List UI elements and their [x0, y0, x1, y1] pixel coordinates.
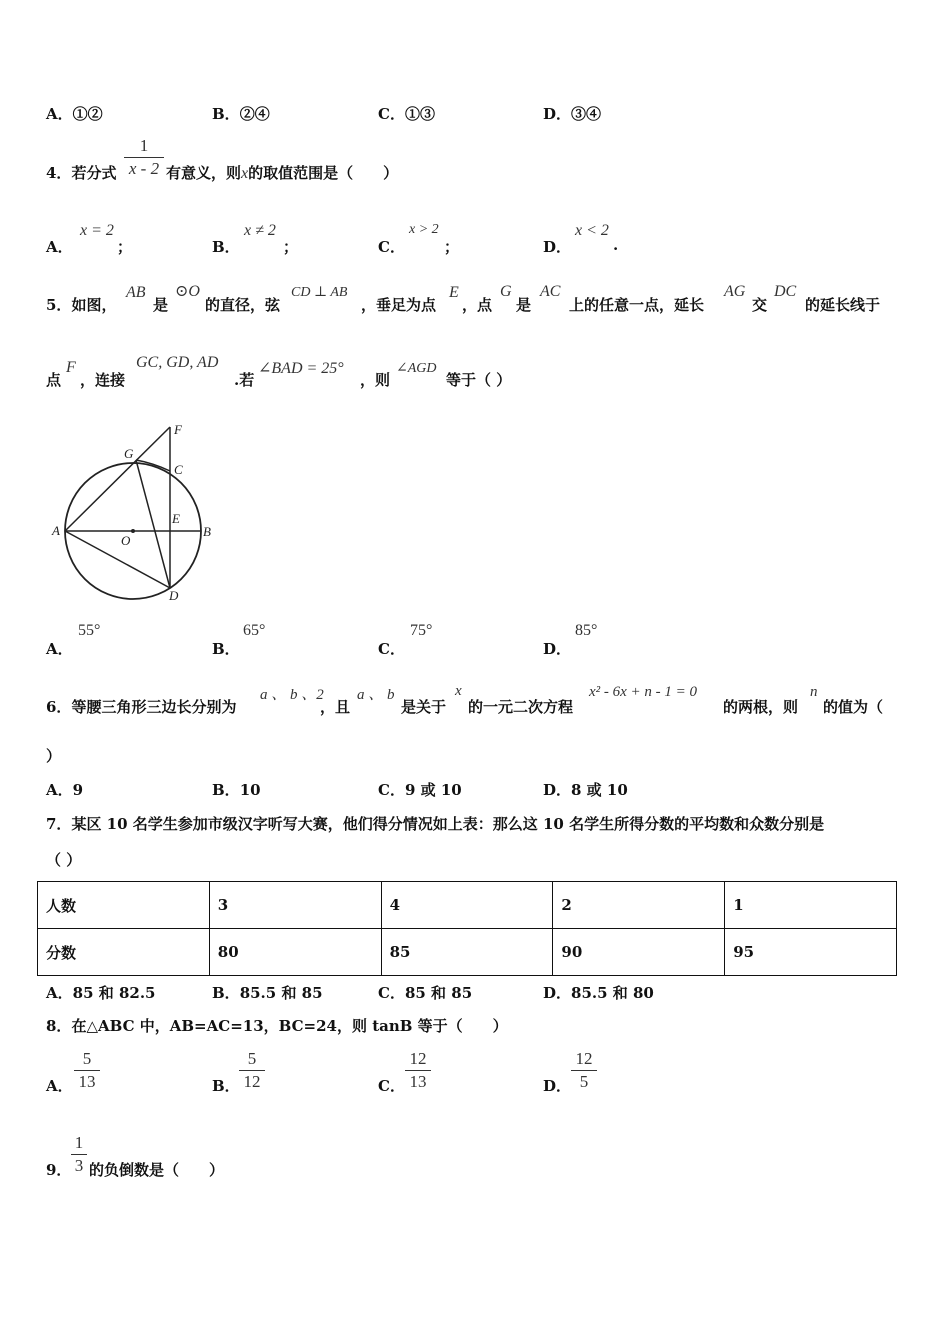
q5-ab: AB	[126, 284, 146, 301]
q5-option-a-value: 55°	[78, 622, 101, 639]
q5-cd-ab: CD ⊥ AB	[291, 285, 348, 300]
q5-l2b: ，连接	[80, 371, 126, 389]
q4-option-a-expr: x = 2	[80, 222, 114, 239]
q7-score-table	[37, 881, 897, 976]
label-c: C	[174, 462, 183, 477]
q6-x: x	[455, 683, 462, 699]
q5-ag: AG	[724, 283, 746, 300]
table-cell: 1	[725, 882, 897, 929]
line-ad	[65, 531, 170, 588]
q8-stem: 8．在△ABC 中，AB=AC=13，BC=24，则 tanB 等于（ ）	[46, 1017, 508, 1035]
table-cell: 人数	[38, 882, 210, 929]
table-row	[38, 929, 897, 976]
q5-e: E	[449, 284, 459, 301]
q6-equation: x² - 6x + n - 1 = 0	[589, 684, 698, 700]
q3-option-c: C．①③	[378, 105, 435, 123]
q6-stem-p7: ）	[46, 747, 62, 765]
q6-option-a: A．9	[46, 781, 84, 799]
q5-lines: GC, GD, AD	[136, 354, 219, 371]
q4-option-a-tail: ；	[117, 238, 133, 256]
q5-option-d-value: 85°	[575, 622, 598, 639]
q4-option-b-expr: x ≠ 2	[244, 222, 276, 239]
line-af	[65, 427, 170, 531]
q7-paren: （ ）	[46, 851, 82, 869]
q5-f: F	[66, 359, 76, 376]
q8-option-d-fraction: 12 5	[571, 1049, 597, 1092]
q5-angle: ∠BAD = 25°	[258, 360, 344, 377]
q8-option-c-fraction: 12 13	[405, 1049, 431, 1092]
q4-option-c-tail: ；	[444, 238, 460, 256]
q5-ac: AC	[540, 283, 561, 300]
q8-option-b-fraction: 5 12	[239, 1049, 265, 1092]
line-gd	[136, 460, 170, 588]
q5-option-a-label: A．	[46, 640, 73, 658]
q6-stem-p1: 6．等腰三角形三边长分别为	[46, 698, 237, 716]
q7-option-a: A．85 和 82.5	[46, 984, 156, 1002]
q5-p3: 的直径，弦	[205, 296, 281, 314]
table-cell: 85	[381, 929, 553, 976]
q4-fraction: 1 x - 2	[124, 136, 164, 179]
q5-p4: ，垂足为点	[361, 296, 437, 314]
q5-option-d-label: D．	[543, 640, 572, 658]
q6-stem-p2: ，且	[320, 698, 351, 716]
q6-stem-p3: 是关于	[401, 698, 447, 716]
q6-option-b: B．10	[212, 781, 261, 799]
q6-stem-p5: 的两根，则	[723, 698, 799, 716]
q5-l2d: ，则	[360, 371, 391, 389]
q5-g: G	[500, 283, 512, 300]
q5-circle-o: ⊙O	[175, 283, 200, 300]
q5-p6: 是	[516, 296, 532, 314]
q8-option-b-label: B．	[212, 1077, 240, 1095]
q4-stem-end: 有意义，则x的取值范围是（ ）	[166, 164, 399, 182]
q3-option-b: B．②④	[212, 105, 270, 123]
label-e: E	[172, 511, 180, 526]
table-cell: 4	[381, 882, 553, 929]
label-f: F	[174, 422, 182, 437]
q6-ab: a 、 b	[357, 687, 395, 703]
q5-dc: DC	[774, 283, 797, 300]
q3-option-a: A．①②	[46, 105, 103, 123]
q6-option-d: D．8 或 10	[543, 781, 628, 799]
q4-stem-start: 4．若分式	[46, 164, 117, 182]
center-point	[131, 529, 135, 533]
q9-number: 9．	[46, 1161, 72, 1179]
table-cell: 3	[209, 882, 381, 929]
q4-option-d-expr: x < 2	[575, 222, 609, 239]
q6-stem-p6: 的值为（	[823, 698, 884, 716]
table-cell: 分数	[38, 929, 210, 976]
q5-option-c-value: 75°	[410, 622, 433, 639]
q9-stem: 的负倒数是（ ）	[89, 1161, 225, 1179]
q4-option-c-label: C．	[378, 238, 405, 256]
table-cell: 2	[553, 882, 725, 929]
q6-sides: a 、 b 、2	[260, 687, 324, 703]
q8-option-a-label: A．	[46, 1077, 73, 1095]
q6-option-c: C．9 或 10	[378, 781, 462, 799]
q5-l2a: 点	[46, 371, 62, 389]
q7-option-b: B．85.5 和 85	[212, 984, 323, 1002]
table-cell: 90	[553, 929, 725, 976]
q6-stem-p4: 的一元二次方程	[468, 698, 574, 716]
q5-option-b-value: 65°	[243, 622, 266, 639]
table-cell: 95	[725, 929, 897, 976]
q5-geometry-figure	[48, 418, 223, 608]
q8-option-c-label: C．	[378, 1077, 405, 1095]
label-d: D	[169, 588, 179, 603]
q3-option-d: D．③④	[543, 105, 602, 123]
q4-option-c-expr: x > 2	[409, 222, 439, 237]
q4-option-d-label: D．	[543, 238, 572, 256]
q4-option-d-tail: .	[613, 236, 619, 254]
table-row	[38, 882, 897, 929]
table-cell: 80	[209, 929, 381, 976]
q8-option-a-fraction: 5 13	[74, 1049, 100, 1092]
q5-agd: ∠AGD	[396, 361, 437, 376]
q5-p9: 的延长线于	[805, 296, 881, 314]
label-g: G	[124, 446, 134, 461]
q5-l2c: .若	[234, 371, 255, 389]
q5-p2: 是	[153, 296, 169, 314]
q8-option-d-label: D．	[543, 1077, 572, 1095]
label-o: O	[121, 533, 131, 548]
q7-option-d: D．85.5 和 80	[543, 984, 654, 1002]
q5-option-b-label: B．	[212, 640, 240, 658]
label-b: B	[203, 524, 211, 539]
q4-option-b-tail: ；	[283, 238, 299, 256]
q7-stem: 7．某区 10 名学生参加市级汉字听写大赛，他们得分情况如上表：那么这 10 名学生所得分数的平均数和众数分别是	[46, 815, 825, 833]
q5-p7: 上的任意一点，延长	[569, 296, 705, 314]
q5-number: 5．如图，	[46, 296, 117, 314]
q4-option-b-label: B．	[212, 238, 240, 256]
label-a: A	[52, 523, 60, 538]
q5-l2e: 等于（ ）	[446, 371, 512, 389]
q4-option-a-label: A．	[46, 238, 73, 256]
q7-option-c: C．85 和 85	[378, 984, 473, 1002]
q5-option-c-label: C．	[378, 640, 405, 658]
q6-n: n	[810, 684, 818, 700]
q5-p5: ，点	[462, 296, 493, 314]
q9-fraction: 1 3	[71, 1133, 87, 1176]
q5-p8: 交	[752, 296, 768, 314]
